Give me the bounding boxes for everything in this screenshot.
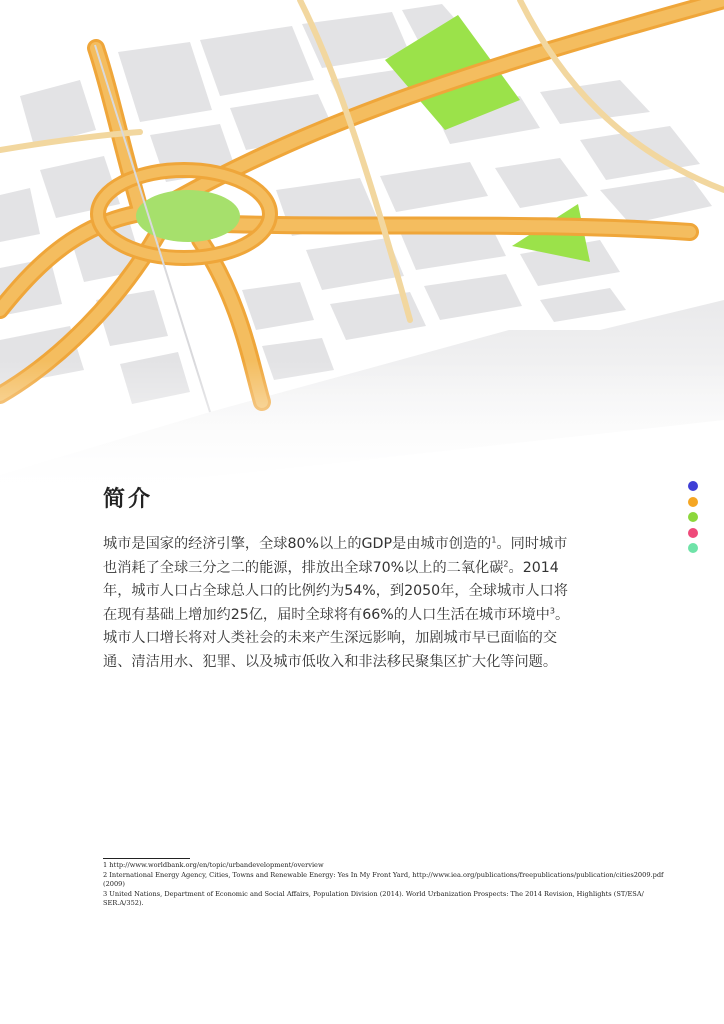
footnote-3: 3 United Nations, Department of Economic and Social Affairs, Population Division (2014). World Urbanization Prospects: The 2014 Revision, Highlights (ST/ESA/ <box>103 889 644 898</box>
dot-green <box>688 512 698 522</box>
footnote-ref: 1 <box>491 535 497 545</box>
footnote-1: 1 http://www.worldbank.org/en/topic/urbandevelopment/overview <box>103 861 324 869</box>
footnotes <box>103 861 664 909</box>
footnote-ref: 3 <box>549 605 555 615</box>
body-line: 城市是国家的经济引擎，全球80%以上的GDP是由城市创造的$^1$。同时城市 <box>103 535 568 552</box>
body-line: 也消耗了全球三分之二的能源，排放出全球70%以上的二氧化碳$^2$。2014 <box>103 558 559 576</box>
dot-mint <box>688 543 698 553</box>
body-text <box>103 533 603 674</box>
body-line: 通、清洁用水、犯罪、以及城市低收入和非法移民聚集区扩大化等问题。 <box>103 653 558 670</box>
footnote-ref: 2 <box>503 558 509 568</box>
body-line: 在现有基础上增加约25亿，届时全球将有66%的人口生活在城市环境中$^3$。 <box>103 605 570 623</box>
dot-blue <box>688 481 698 491</box>
decorative-dots <box>688 481 698 559</box>
dot-orange <box>688 497 698 507</box>
footnote-2: 2 International Energy Agency, Cities, Towns and Renewable Energy: Yes In My Front Yard, http://www.iea.org/publications/freepublications/publication/cities2009.pdf <box>103 870 664 879</box>
body-line: 城市人口增长将对人类社会的未来产生深远影响，加剧城市早已面临的交 <box>103 630 558 646</box>
body-line: 年，城市人口占全球总人口的比例约为54%，到2050年，全球城市人口将 <box>103 583 568 599</box>
footnote-2-cont: (2009) <box>103 880 125 889</box>
footnote-divider <box>103 858 190 859</box>
roundabout-center <box>136 190 240 242</box>
city-map-illustration <box>0 0 724 500</box>
section-title: 简介 <box>103 487 154 512</box>
dot-pink <box>688 528 698 538</box>
footnote-3-cont: SER.A/352). <box>103 899 144 908</box>
